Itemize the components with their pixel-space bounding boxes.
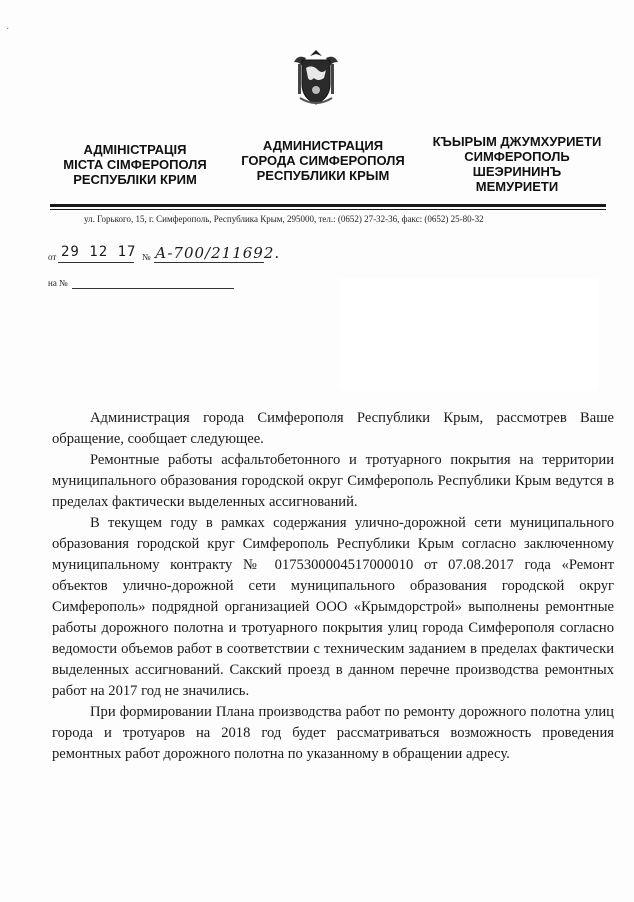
header-line: АДМИНИСТРАЦИЯ (262, 138, 384, 153)
redacted-addressee (340, 278, 598, 390)
date-underline (58, 262, 134, 263)
header-line: ГОРОДА СИМФЕРОПОЛЯ (241, 153, 405, 168)
body-paragraph: В текущем году в рамках содержания улично-дорожной сети муниципального образования городской круг Симферополь Республики Крым согласно заключенному муниципальному контракту № 0175300004517000010 от 07.08.2017 года «Ремонт объектов улично-дорожной сети муниципального образования городской округ Симферополь» подрядной организацией ООО «Крымдорстрой» выполнены ремонтные работы дорожного полотна и тротуарного покрытия улиц города Симферополя согласно ведомости объемов работ в соответствии с техническим заданием в пределах фактически выделенных ассигнований. Сакский проезд в данном перечне производства ремонтных работ на 2017 год не значились. (52, 515, 614, 699)
body-paragraph: При формировании Плана производства работ по ремонту дорожного полотна улиц города и тротуаров на 2018 год будет рассматриваться возможность проведения ремонтных работ дорожного полотна по указанному в обращении адресу. (52, 704, 614, 762)
header-russian (232, 138, 414, 183)
outgoing-date: 29 12 17 (61, 244, 137, 260)
header-divider-thin (50, 209, 606, 210)
outgoing-number: А-700/211692. (155, 244, 281, 262)
number-underline (154, 262, 264, 263)
letter-body (52, 408, 614, 765)
header-line: МЕМУРИЕТИ (475, 179, 559, 194)
coat-of-arms-icon (286, 48, 346, 108)
address-line: ул. Горького, 15, г. Симферополь, Республика Крым, 295000, тел.: (0652) 27-32-36, факс: (0652) 25-80-32 (84, 214, 484, 224)
reply-to-underline (72, 288, 234, 289)
header-line: ШЕЭРИНИНЪ (472, 164, 562, 179)
header-ukrainian (50, 142, 220, 187)
scan-mark: · (6, 24, 10, 35)
body-paragraph: Ремонтные работы асфальтобетонного и тротуарного покрытия на территории муниципального образования городской округ Симферополь Республики Крым ведутся в пределах фактически выделенных ассигнований. (52, 452, 614, 510)
header-crimean-tatar (424, 134, 610, 194)
header-divider (50, 204, 606, 207)
body-paragraph: Администрация города Симферополя Республики Крым, рассмотрев Ваше обращение, сообщает следующее. (52, 410, 614, 447)
header-line: РЕСПУБЛИКИ КРЫМ (256, 168, 390, 183)
header-line: МІСТА СІМФЕРОПОЛЯ (63, 157, 207, 172)
from-label: от (48, 252, 57, 262)
header-line: КЪЫРЫМ ДЖУМХУРИЕТИ (432, 134, 602, 149)
number-label: № (142, 252, 151, 262)
reply-to-label: на № (48, 278, 68, 288)
header-line: РЕСПУБЛІКИ КРИМ (73, 172, 197, 187)
header-line: АДМІНІСТРАЦІЯ (83, 142, 187, 157)
header-line: СИМФЕРОПОЛЬ (464, 149, 570, 164)
